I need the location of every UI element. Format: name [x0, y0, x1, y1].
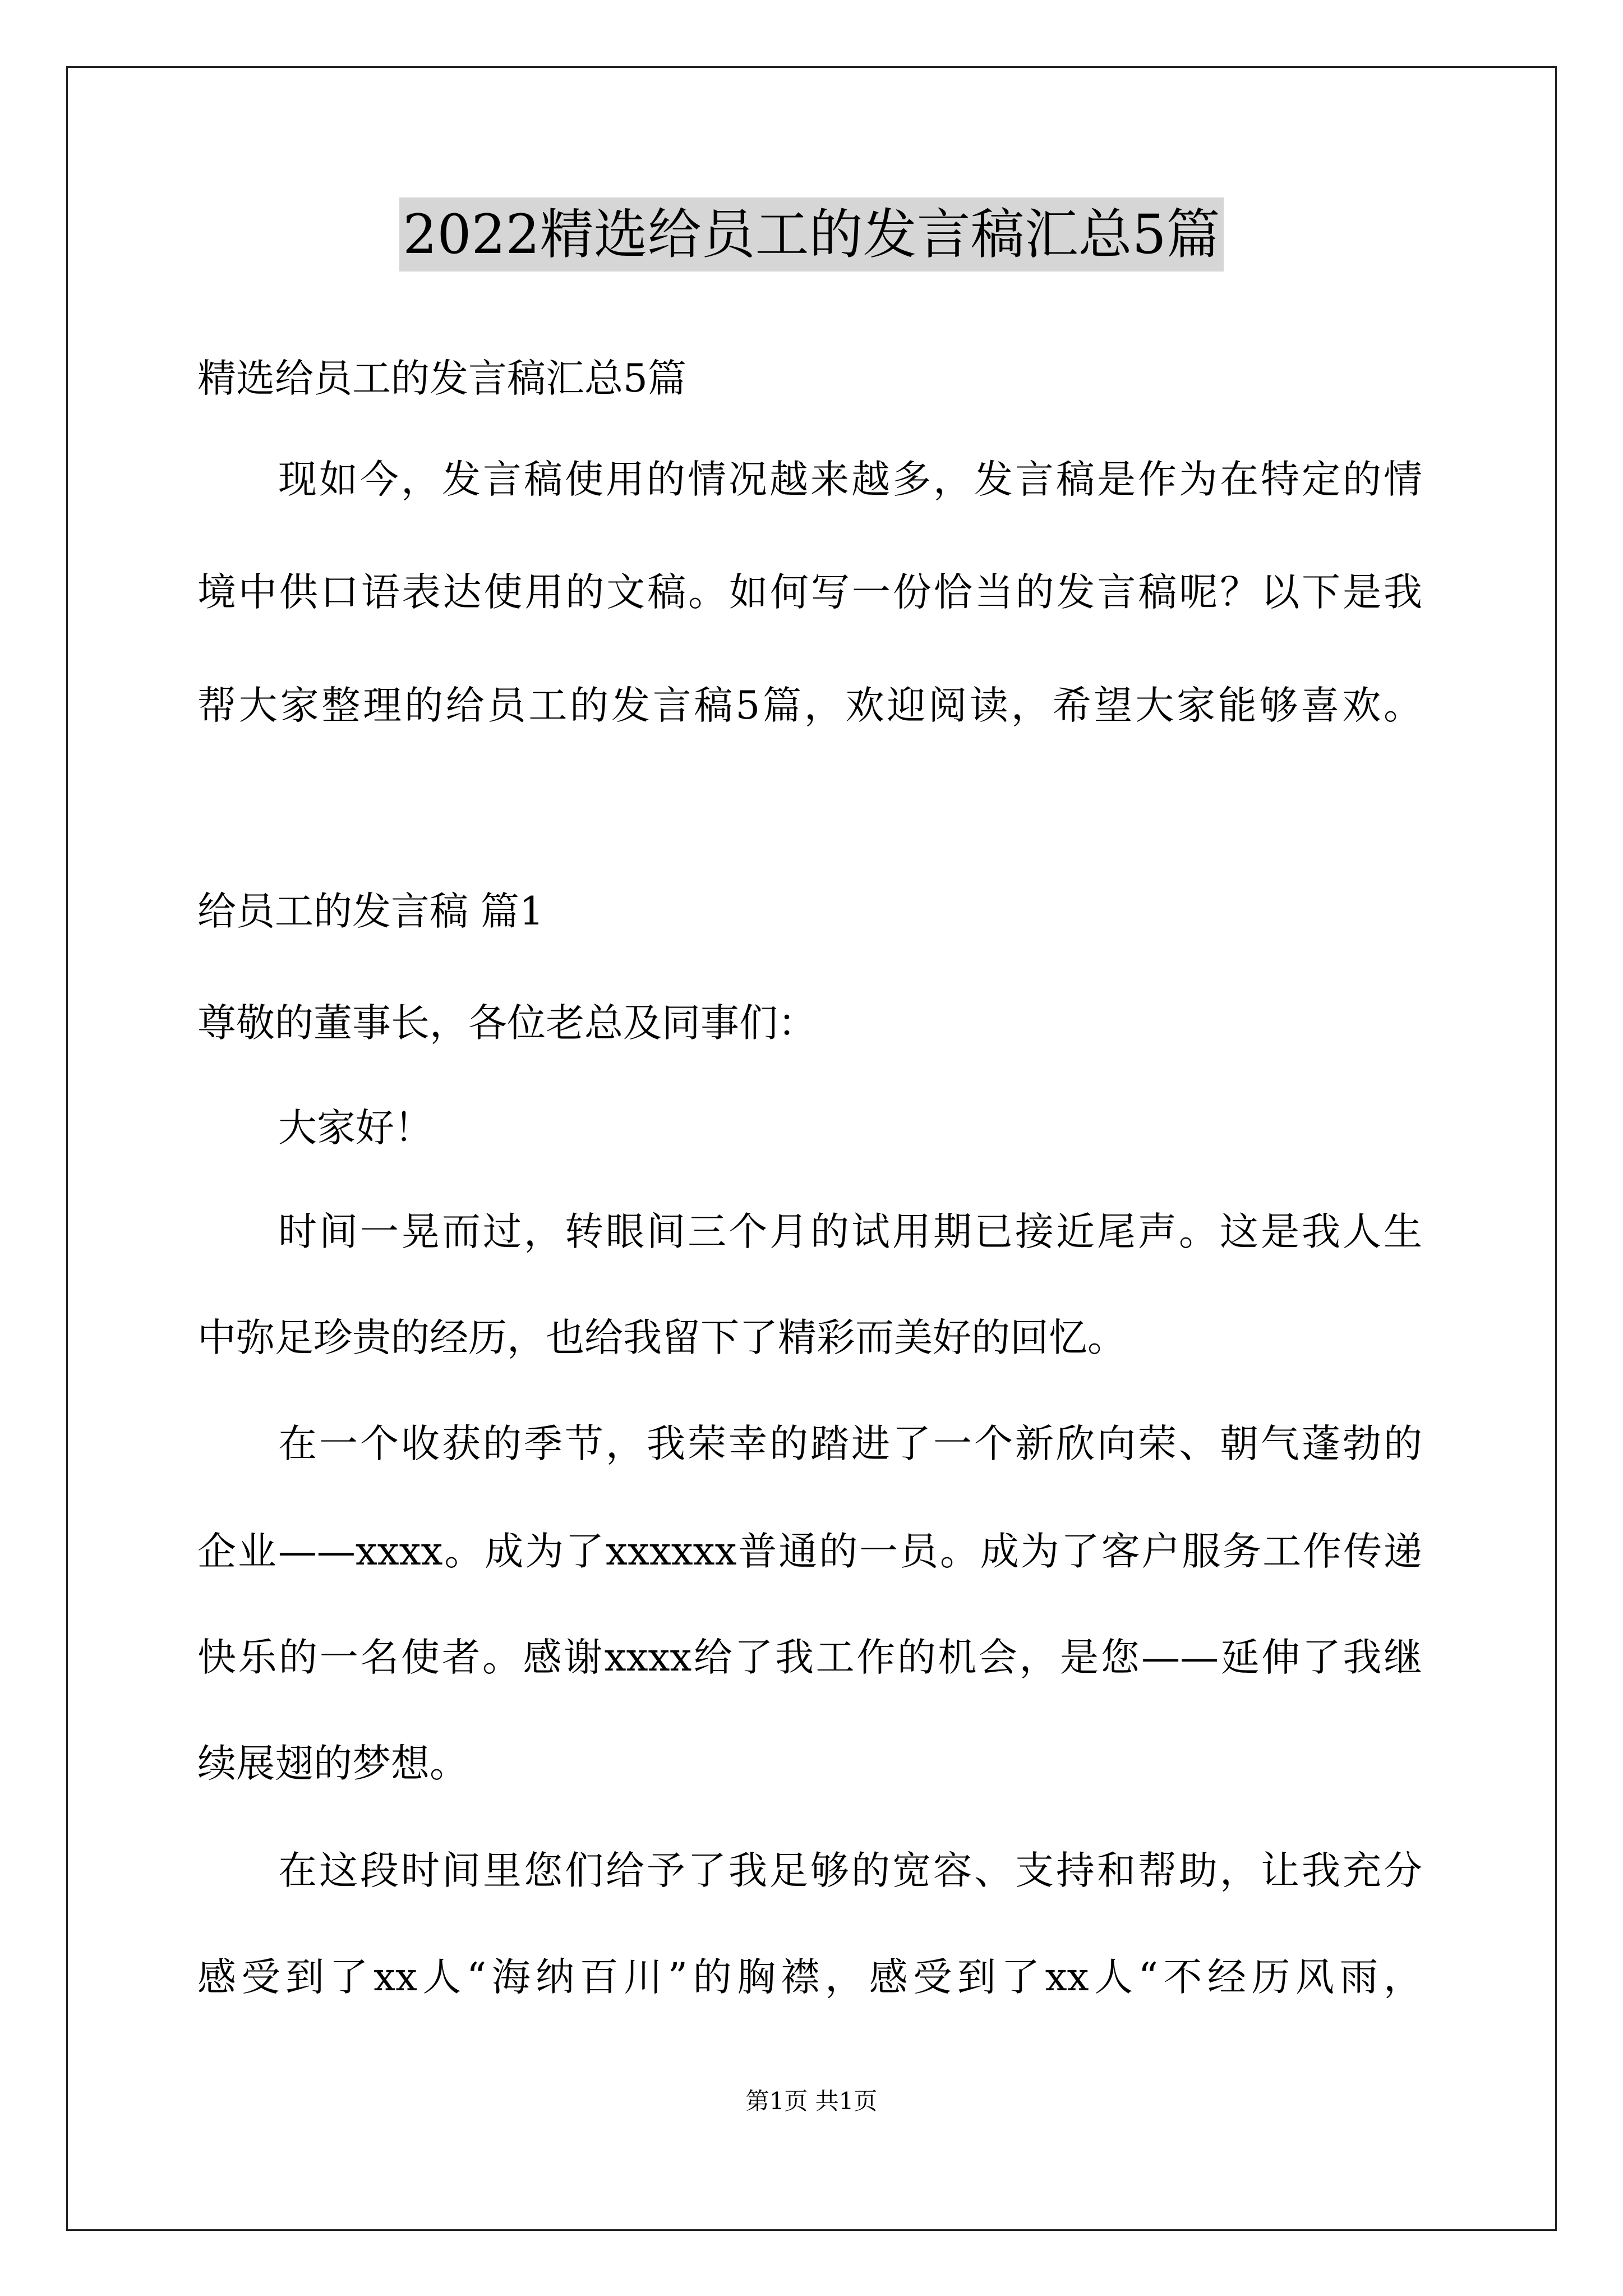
- paragraph-2-line-2: 企业——xxxx。成为了xxxxxx普通的一员。成为了客户服务工作传递: [197, 1529, 1422, 1574]
- paragraph-3-line-1: 在这段时间里您们给予了我足够的宽容、支持和帮助，让我充分: [278, 1848, 1422, 1893]
- document-title: 2022精选给员工的发言稿汇总5篇: [399, 197, 1223, 272]
- paragraph-3-line-2: 感受到了xx人“海纳百川”的胸襟，感受到了xx人“不经历风雨，: [197, 1955, 1422, 2000]
- paragraph-2-line-1: 在一个收获的季节，我荣幸的踏进了一个新欣向荣、朝气蓬勃的: [278, 1421, 1422, 1466]
- intro-line-1: 现如今，发言稿使用的情况越来越多，发言稿是作为在特定的情: [278, 457, 1422, 502]
- section-heading: 给员工的发言稿 篇1: [197, 889, 544, 934]
- subtitle-line: 精选给员工的发言稿汇总5篇: [197, 356, 686, 401]
- salutation-line: 尊敬的董事长，各位老总及同事们：: [197, 1001, 817, 1046]
- title-container: [0, 197, 1623, 272]
- paragraph-1-line-2: 中弥足珍贵的经历，也给我留下了精彩而美好的回忆。: [197, 1315, 1126, 1360]
- intro-line-2: 境中供口语表达使用的文稿。如何写一份恰当的发言稿呢？以下是我: [197, 570, 1422, 615]
- paragraph-2-line-4: 续展翅的梦想。: [197, 1741, 468, 1786]
- paragraph-2-line-3: 快乐的一名使者。感谢xxxx给了我工作的机会，是您——延伸了我继: [197, 1635, 1422, 1680]
- intro-line-3: 帮大家整理的给员工的发言稿5篇，欢迎阅读，希望大家能够喜欢。: [197, 683, 1422, 728]
- page-footer: 第1页 共1页: [745, 2087, 878, 2115]
- greeting-line: 大家好！: [278, 1106, 433, 1151]
- paragraph-1-line-1: 时间一晃而过，转眼间三个月的试用期已接近尾声。这是我人生: [278, 1209, 1422, 1254]
